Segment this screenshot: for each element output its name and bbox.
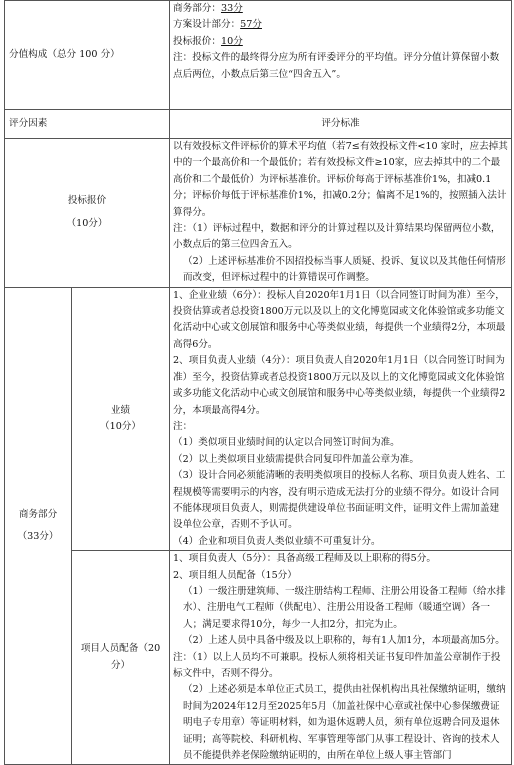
staff-line: （2）上述必须是本单位正式员工，提供由社保机构出具社保缴纳证明，缴纳时间为2024年12月至2025年5月（加盖社保中心章或社保中心参保缴费证明电子专用章）等证明材料，如为退休返聘人员，须有单位返聘合同及退休证明；高等院校、科研机构、军事管理等部门从事工程设计、咨询的技术人员不能提供养老保险缴纳证明的，由所在单位上级人事主管部门 <box>183 684 506 762</box>
price-row <box>5 139 512 288</box>
perf-line: （4）企业和项目负责人类似业绩不可重复计分。 <box>173 535 381 547</box>
price-label: 投标报价 （10分） <box>5 139 170 288</box>
factor-header: 评分因素 <box>5 110 170 139</box>
staff-line: （2）上述人员中具备中级及以上职称的，每有1人加1分，本项最高加5分。 <box>183 635 505 647</box>
standard-header: 评分标准 <box>170 110 512 139</box>
price-note-2: （2）上述评标基准价不因招投标当事人质疑、投诉、复议以及其他任何情形而改变，但评标过程中的计算错误可作调整。 <box>183 255 506 284</box>
performance-label: 业绩 （10分） <box>72 287 170 551</box>
perf-line: 1、企业业绩（6分）：投标人自2020年1月1日（以合同签订时间为准）至今，投资估算或者总投资1800万元以及以上的文化博览园或文化体验馆或多功能文化活动中心或文创展馆和服务中心等类似业绩，每提供一个业绩得2分，本项最高得6分。 <box>173 289 506 350</box>
score-composition-cell <box>170 1 512 110</box>
score-composition-label: 分值构成（总分 100 分） <box>5 1 170 110</box>
staffing-row <box>5 551 512 765</box>
performance-standard <box>170 287 512 551</box>
business-label: 商务部分 （33分） <box>5 287 72 765</box>
scoring-table <box>4 0 512 765</box>
price-note-1: 注：（1）评标过程中，数据和评分的计算过程以及计算结果均保留两位小数，小数点后的第三位四舍五入。 <box>173 223 501 251</box>
score-line-business: 商务部分：33分 <box>173 3 243 14</box>
perf-line: 注： <box>173 420 193 432</box>
perf-line: （3）设计合同必须能清晰的表明类似项目的投标人名称、项目负责人姓名、工程规模等需要明示的内容，没有明示造成无法打分的业绩不得分。如设计合同不能体现项目负责人，则需提供建设单位书面证明文件，证明文件上需加盖建设单位公章，否则不予认可。 <box>173 470 506 531</box>
staff-line: （1）一级注册建筑师、一级注册结构工程师、注册公用设备工程师（给水排水）、注册电气工程师（供配电）、注册公用设备工程师（暖通空调）各一人；满足要求得10分，每少一人扣2分，扣完为止。 <box>183 585 506 630</box>
score-composition-row <box>5 1 512 110</box>
perf-line: （1）类似项目业绩时间的认定以合同签订时间为准。 <box>173 437 400 449</box>
header-row <box>5 110 512 139</box>
staff-line: 注：（1）以上人员均不可兼职。投标人须将相关证书复印件加盖公章制作于投标文件中，否则不得分。 <box>173 651 501 679</box>
staff-line: 1、项目负责人（5分）：具备高级工程师及以上职称的得5分。 <box>173 553 436 565</box>
staffing-label: 项目人员配备（20分） <box>72 551 170 765</box>
score-line-price: 投标报价：10分 <box>173 35 243 47</box>
staff-line: 2、项目组人员配备（15分） <box>173 569 297 581</box>
price-standard <box>170 139 512 288</box>
performance-row <box>5 287 512 551</box>
perf-line: 2、项目负责人业绩（4分）：项目负责人自2020年1月1日（以合同签订时间为准）至今，投资估算或者总投资1800万元以及以上的文化博览园或文化体验馆或多功能文化活动中心或文创展馆和服务中心等类似业绩，每提供一个业绩得2分，本项最高得4分。 <box>173 355 506 416</box>
perf-line: （2）以上类似项目业绩需提供合同复印件加盖公章为准。 <box>173 453 419 465</box>
score-line-design: 方案设计部分：57分 <box>173 19 262 31</box>
price-rule: 以有效投标文件评标价的算术平均值（若7≤有效投标文件<10 家时，应去掉其中的一个最高价和一个最低价；若有效投标文件≥10家，应去掉其中的二个最高价和二个最低价）为评标基准价。评标价每高于评标基准价1%，扣减0.1分；评标价每低于评标基准价1%，扣减0.2分；偏离不足1%的，按照插入法计算得分。 <box>173 141 508 218</box>
staffing-standard <box>170 551 512 765</box>
score-note: 注：投标文件的最终得分应为所有评委评分的平均值。评分分值计算保留小数点后两位，小数点后第三位“四舍五入”。 <box>173 52 500 80</box>
